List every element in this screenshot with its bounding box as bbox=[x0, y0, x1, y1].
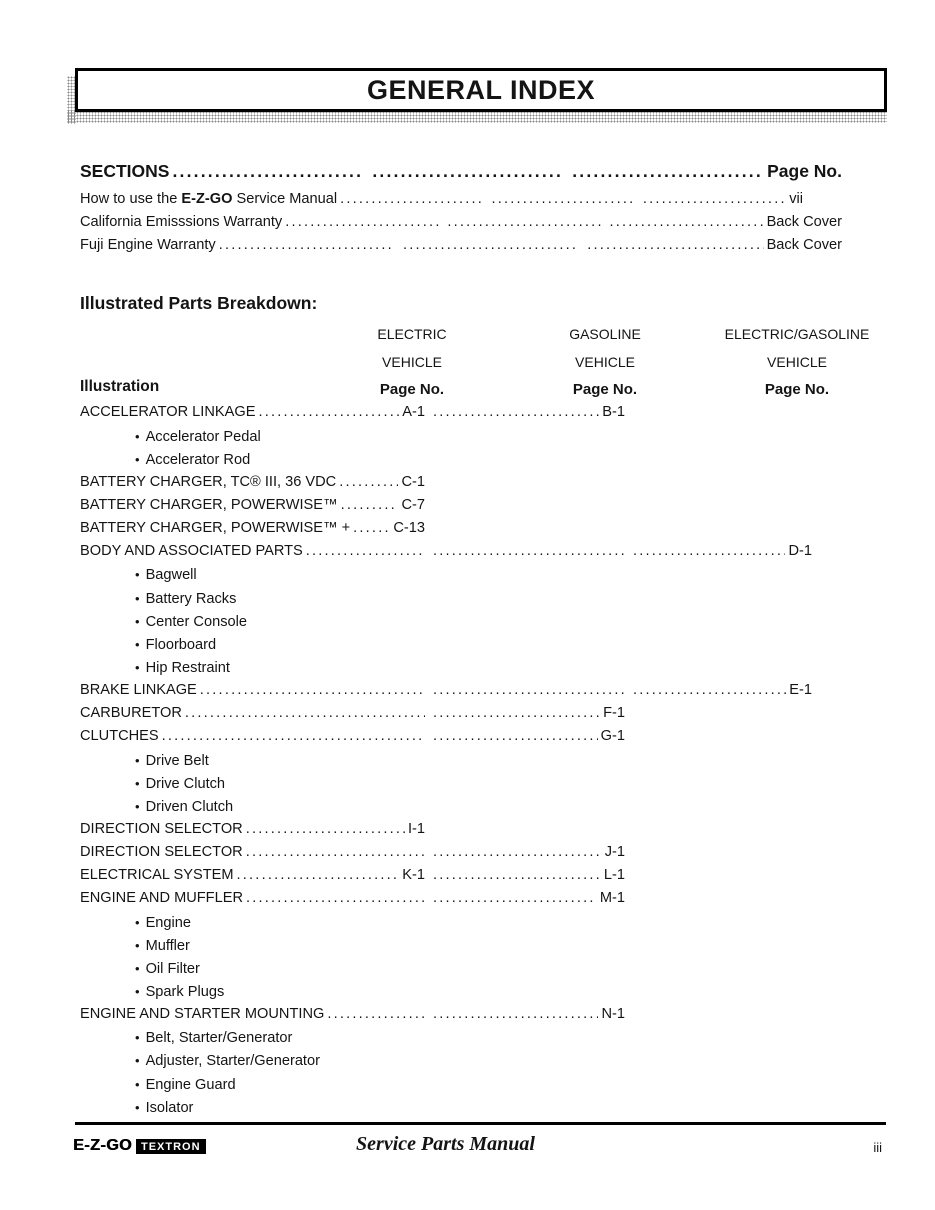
ipb-bullet-row bbox=[80, 610, 812, 633]
dot-leader bbox=[306, 540, 425, 563]
dot-leader bbox=[200, 679, 425, 702]
ipb-entry-row bbox=[80, 702, 812, 725]
ipb-bullet-row bbox=[80, 1049, 812, 1072]
bullet-icon: • bbox=[135, 1030, 140, 1046]
ipb-entry-label: BRAKE LINKAGE bbox=[80, 682, 197, 699]
dot-leader bbox=[246, 818, 405, 841]
bullet-icon: • bbox=[135, 983, 140, 999]
bullet-icon: • bbox=[135, 613, 140, 629]
ipb-entry-label: CLUTCHES bbox=[80, 728, 159, 745]
general-index-header bbox=[75, 68, 887, 112]
ipb-row-cell bbox=[80, 841, 425, 864]
ipb-page-ref: A-1 bbox=[402, 404, 425, 421]
col-header-pageno: Page No. bbox=[572, 381, 638, 399]
ipb-bullet-row bbox=[80, 425, 812, 448]
dot-leader bbox=[433, 540, 625, 563]
ipb-subitem-label: Belt, Starter/Generator bbox=[145, 1030, 293, 1047]
ipb-entry-label: ACCELERATOR LINKAGE bbox=[80, 404, 256, 421]
ipb-subitem-label: Drive Belt bbox=[145, 752, 209, 769]
ipb-entry-label: BODY AND ASSOCIATED PARTS bbox=[80, 543, 303, 560]
dot-leader bbox=[433, 887, 597, 910]
ipb-bullet-row bbox=[80, 1026, 812, 1049]
col-header-line: VEHICLE bbox=[575, 353, 635, 370]
ipb-entry-label: BATTERY CHARGER, POWERWISE™ + bbox=[80, 520, 351, 537]
ipb-entry-row bbox=[80, 517, 812, 540]
ipb-page-ref: I-1 bbox=[407, 820, 425, 837]
bullet-icon: • bbox=[135, 752, 140, 768]
footer-rule bbox=[75, 1122, 886, 1125]
ipb-page-ref: J-1 bbox=[604, 844, 625, 861]
ipb-bullet-row bbox=[80, 1096, 812, 1119]
ipb-row-cell bbox=[80, 864, 425, 887]
ipb-row-cell bbox=[433, 679, 625, 702]
ipb-entry-label: BATTERY CHARGER, POWERWISE™ bbox=[80, 496, 338, 513]
col-header-line: VEHICLE bbox=[767, 353, 827, 370]
ipb-bullet-row bbox=[80, 980, 812, 1003]
ipb-row-cell bbox=[80, 887, 425, 910]
col-header-pageno: Page No. bbox=[764, 381, 830, 399]
ipb-bullet-row bbox=[80, 934, 812, 957]
bullet-icon: • bbox=[135, 659, 140, 675]
ipb-subitem-label: Accelerator Pedal bbox=[145, 428, 261, 445]
sections-heading: SECTIONS bbox=[80, 161, 170, 181]
ipb-entry-row bbox=[80, 540, 812, 563]
ipb-subitem-label: Driven Clutch bbox=[145, 798, 234, 815]
bullet-icon: • bbox=[135, 775, 140, 791]
ipb-entry-row bbox=[80, 679, 812, 702]
section-label-text: Fuji Engine Warranty bbox=[80, 237, 216, 254]
ipb-row-cell bbox=[80, 494, 425, 517]
sections-list bbox=[80, 158, 842, 257]
bullet-icon: • bbox=[135, 1053, 140, 1069]
col-header-line: ELECTRIC bbox=[377, 326, 447, 343]
main-content bbox=[80, 158, 870, 1119]
dot-leader bbox=[219, 234, 395, 257]
bullet-icon: • bbox=[135, 937, 140, 953]
ipb-page-ref: M-1 bbox=[599, 890, 625, 907]
ipb-entry-label: CARBURETOR bbox=[80, 705, 182, 722]
dot-leader bbox=[285, 211, 439, 234]
page-number: iii bbox=[873, 1140, 882, 1155]
ezgo-logo-text: E-Z-GO bbox=[73, 1137, 132, 1154]
ipb-entry-row bbox=[80, 841, 812, 864]
ipb-bullet-row bbox=[80, 1073, 812, 1096]
ipb-row-cell bbox=[633, 679, 812, 702]
ipb-row-cell bbox=[433, 1003, 625, 1026]
page-title: GENERAL INDEX bbox=[366, 75, 596, 105]
ipb-row-cell bbox=[80, 540, 425, 563]
bullet-icon: • bbox=[135, 798, 140, 814]
bullet-icon: • bbox=[135, 590, 140, 606]
ipb-row-cell bbox=[433, 401, 625, 424]
ipb-entry-row bbox=[80, 401, 812, 424]
ipb-subitem-label: Engine bbox=[145, 914, 192, 931]
textron-badge: TEXTRON bbox=[136, 1139, 206, 1154]
section-label-text: California Emisssions Warranty bbox=[80, 214, 283, 231]
header-shadow-bottom bbox=[67, 111, 887, 123]
section-row bbox=[80, 234, 842, 257]
ipb-subitem-label: Bagwell bbox=[145, 567, 197, 584]
bullet-icon: • bbox=[135, 914, 140, 930]
dot-leader bbox=[237, 864, 400, 887]
ipb-bullet-row bbox=[80, 656, 812, 679]
brand-text: E-Z-GO bbox=[181, 191, 233, 207]
ipb-bullet-row bbox=[80, 448, 812, 471]
section-label-text: Service Manual bbox=[232, 191, 338, 207]
ipb-entry-label: ELECTRICAL SYSTEM bbox=[80, 867, 234, 884]
ipb-bullet-row bbox=[80, 957, 812, 980]
bullet-icon: • bbox=[135, 1099, 140, 1115]
dot-leader bbox=[172, 158, 364, 184]
ipb-subitem-label: Floorboard bbox=[145, 636, 217, 653]
manual-title: Service Parts Manual bbox=[356, 1133, 535, 1155]
dot-leader bbox=[433, 841, 602, 864]
dot-leader bbox=[162, 725, 425, 748]
ipb-page-ref: K-1 bbox=[402, 867, 425, 884]
dot-leader bbox=[643, 188, 786, 211]
dot-leader bbox=[447, 211, 601, 234]
ipb-row-cell bbox=[80, 679, 425, 702]
ipb-page-ref: L-1 bbox=[603, 867, 625, 884]
ipb-bullet-row bbox=[80, 563, 812, 586]
ipb-page-ref: C-1 bbox=[401, 473, 425, 490]
ipb-page-ref: N-1 bbox=[601, 1006, 625, 1023]
ipb-row-cell bbox=[80, 818, 425, 841]
ipb-row-cell bbox=[80, 725, 425, 748]
ipb-subitem-label: Spark Plugs bbox=[145, 983, 225, 1000]
ipb-row-cell bbox=[433, 702, 625, 725]
dot-leader bbox=[433, 702, 600, 725]
ipb-subitem-label: Hip Restraint bbox=[145, 659, 230, 676]
dot-leader bbox=[491, 188, 634, 211]
dot-leader bbox=[372, 158, 564, 184]
ipb-bullet-row bbox=[80, 772, 812, 795]
ipb-bullet-row bbox=[80, 587, 812, 610]
section-row-label bbox=[80, 211, 285, 234]
ipb-subitem-label: Battery Racks bbox=[145, 590, 237, 607]
ipb-entry-row bbox=[80, 1003, 812, 1026]
ipb-subitem-label: Isolator bbox=[145, 1099, 194, 1116]
ipb-entry-row bbox=[80, 864, 812, 887]
dot-leader bbox=[339, 471, 398, 494]
ipb-page-ref: C-7 bbox=[401, 496, 425, 513]
dot-leader bbox=[433, 401, 599, 424]
section-label-text: How to use the bbox=[80, 191, 182, 207]
col-header-line: ELECTRIC/GASOLINE bbox=[724, 326, 870, 343]
ipb-page-ref: D-1 bbox=[788, 543, 812, 560]
ipb-entry-row bbox=[80, 818, 812, 841]
ipb-subitem-label: Drive Clutch bbox=[145, 775, 226, 792]
ipb-subitem-label: Accelerator Rod bbox=[145, 451, 251, 468]
dot-leader bbox=[572, 158, 764, 184]
ipb-row-cell bbox=[433, 864, 625, 887]
ipb-bullet-row bbox=[80, 911, 812, 934]
ipb-entry-row bbox=[80, 725, 812, 748]
section-page-ref: Back Cover bbox=[766, 214, 842, 231]
ipb-row-cell bbox=[80, 401, 425, 424]
dot-leader bbox=[353, 517, 390, 540]
ipb-subitem-label: Engine Guard bbox=[145, 1076, 236, 1093]
footer bbox=[0, 1133, 935, 1165]
ipb-entry-row bbox=[80, 887, 812, 910]
dot-leader bbox=[587, 234, 763, 257]
ipb-entry-label: ENGINE AND STARTER MOUNTING bbox=[80, 1006, 325, 1023]
section-row bbox=[80, 211, 842, 234]
dot-leader bbox=[185, 702, 425, 725]
ipb-bullet-row bbox=[80, 633, 812, 656]
ipb-entry-label: DIRECTION SELECTOR bbox=[80, 844, 243, 861]
ipb-entry-label: DIRECTION SELECTOR bbox=[80, 820, 243, 837]
col-header-line: VEHICLE bbox=[382, 353, 442, 370]
bullet-icon: • bbox=[135, 636, 140, 652]
sections-page-col-label: Page No. bbox=[767, 161, 842, 181]
dot-leader bbox=[633, 540, 785, 563]
ipb-row-cell bbox=[433, 887, 625, 910]
col-header-electric bbox=[302, 321, 522, 404]
bullet-icon: • bbox=[135, 428, 140, 444]
sections-heading-row bbox=[80, 158, 842, 184]
dot-leader bbox=[433, 679, 625, 702]
ipb-page-ref: F-1 bbox=[603, 705, 625, 722]
illustration-col-label: Illustration bbox=[80, 378, 160, 396]
ipb-entry-label: BATTERY CHARGER, TC® III, 36 VDC bbox=[80, 473, 337, 490]
dot-leader bbox=[246, 841, 425, 864]
dot-leader bbox=[340, 188, 483, 211]
ipb-column-headers bbox=[80, 315, 870, 399]
ipb-entry-row bbox=[80, 471, 812, 494]
ipb-row-cell bbox=[80, 471, 425, 494]
ipb-entry-label: ENGINE AND MUFFLER bbox=[80, 890, 243, 907]
ipb-page-ref: G-1 bbox=[600, 728, 625, 745]
ipb-row-cell bbox=[80, 702, 425, 725]
col-header-electric-gasoline bbox=[687, 321, 907, 404]
ipb-heading: Illustrated Parts Breakdown: bbox=[80, 293, 318, 314]
section-row-label bbox=[80, 234, 219, 257]
bullet-icon: • bbox=[135, 960, 140, 976]
ipb-row-cell bbox=[433, 841, 625, 864]
dot-leader bbox=[258, 401, 399, 424]
bullet-icon: • bbox=[135, 1076, 140, 1092]
col-header-pageno: Page No. bbox=[379, 381, 445, 399]
bullet-icon: • bbox=[135, 567, 140, 583]
section-page-ref: vii bbox=[789, 191, 803, 207]
ipb-row-cell bbox=[433, 725, 625, 748]
ipb-subitem-label: Adjuster, Starter/Generator bbox=[145, 1053, 320, 1070]
dot-leader bbox=[433, 1003, 598, 1026]
ipb-page-ref: B-1 bbox=[602, 404, 625, 421]
dot-leader bbox=[403, 234, 579, 257]
section-row-label bbox=[80, 188, 340, 211]
col-header-gasoline bbox=[495, 321, 715, 404]
col-header-line: GASOLINE bbox=[569, 326, 641, 343]
ipb-row-cell bbox=[80, 1003, 425, 1026]
ipb-bullet-row bbox=[80, 795, 812, 818]
ipb-rows bbox=[80, 401, 812, 1118]
dot-leader bbox=[609, 211, 763, 234]
ipb-entry-row bbox=[80, 494, 812, 517]
dot-leader bbox=[246, 887, 425, 910]
ipb-row-cell bbox=[633, 540, 812, 563]
dot-leader bbox=[433, 864, 601, 887]
section-page-ref: Back Cover bbox=[766, 237, 842, 254]
dot-leader bbox=[633, 679, 786, 702]
ipb-subitem-label: Muffler bbox=[145, 937, 190, 954]
ipb-page-ref: C-13 bbox=[393, 520, 425, 537]
dot-leader bbox=[433, 725, 598, 748]
section-row bbox=[80, 188, 803, 211]
bullet-icon: • bbox=[135, 451, 140, 467]
ipb-subitem-label: Oil Filter bbox=[145, 960, 200, 977]
ipb-row-cell bbox=[433, 540, 625, 563]
ipb-subitem-label: Center Console bbox=[145, 613, 247, 630]
ipb-row-cell bbox=[80, 517, 425, 540]
ipb-bullet-row bbox=[80, 749, 812, 772]
dot-leader bbox=[327, 1003, 425, 1026]
dot-leader bbox=[341, 494, 399, 517]
ipb-page-ref: E-1 bbox=[789, 682, 812, 699]
